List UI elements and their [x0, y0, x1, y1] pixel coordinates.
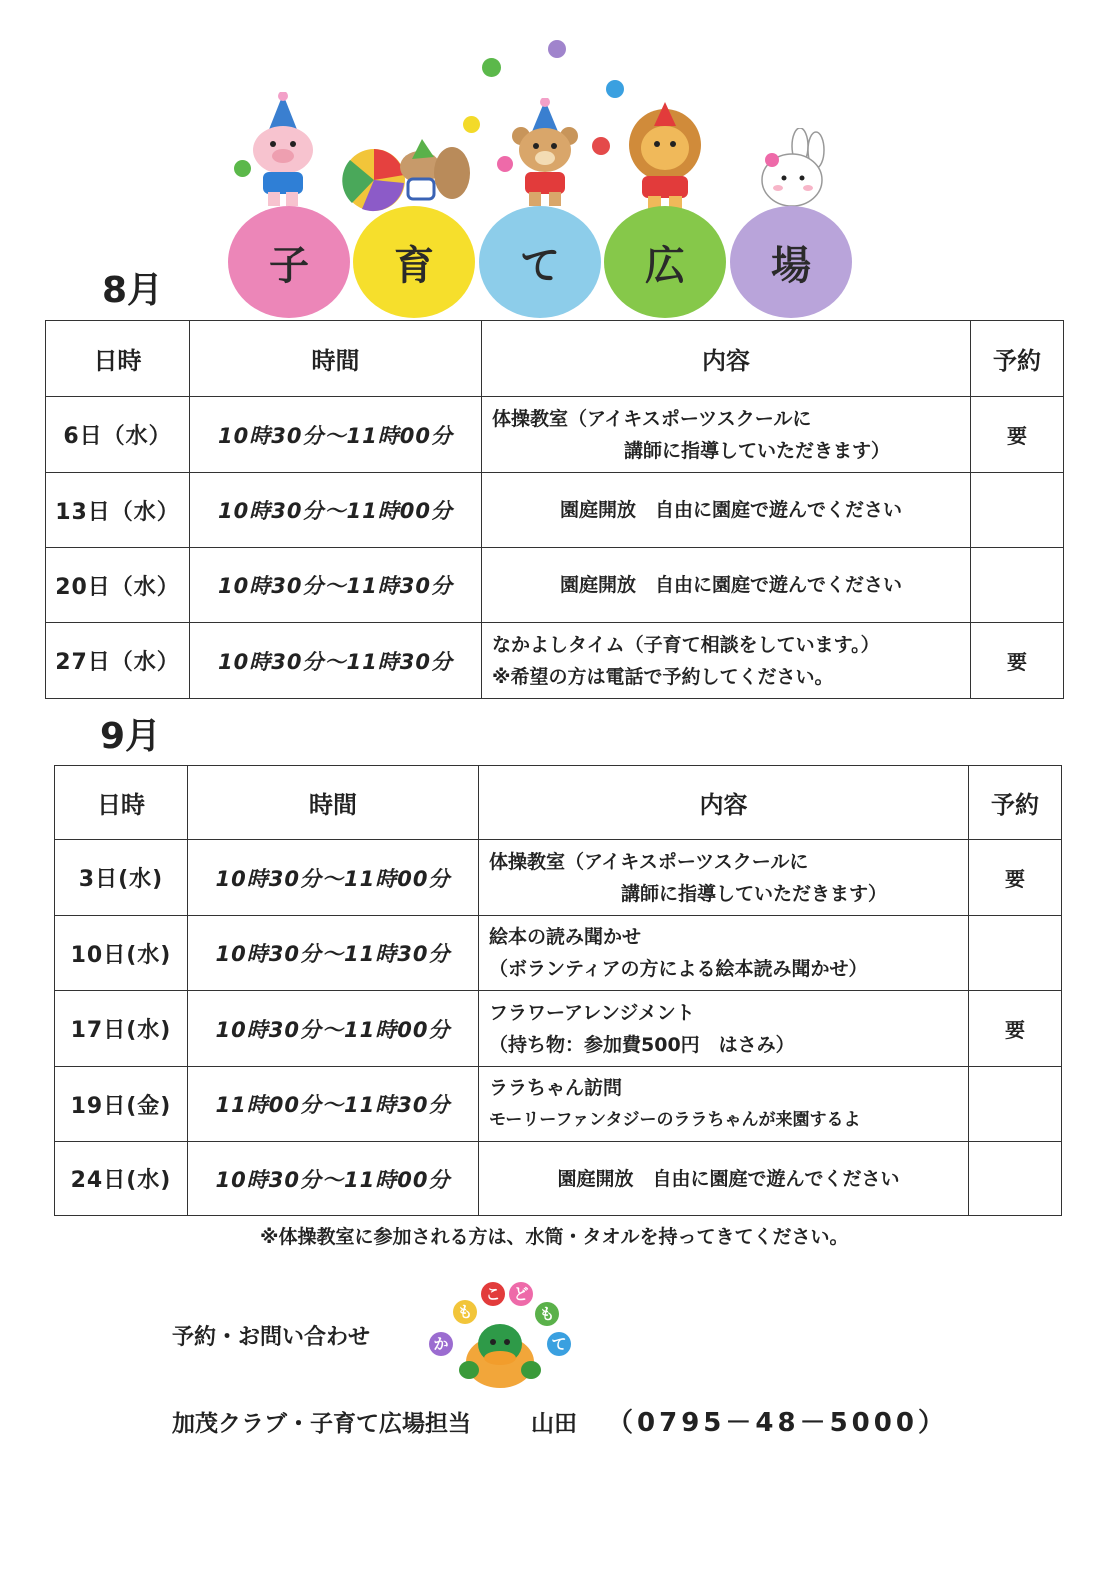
title-char-4: 広: [645, 242, 685, 289]
month-label-august: 8月: [102, 270, 164, 311]
row-date: 24日(水): [55, 1142, 188, 1216]
row-date: 19日(金): [55, 1067, 188, 1142]
content-line-1: なかよしタイム（子育て相談をしています。）: [492, 633, 880, 656]
note-text: ※体操教室に参加される方は、水筒・タオルを持ってきてください。: [260, 1226, 849, 1248]
content-line-1: 園庭開放 自由に園庭で遊んでください: [559, 574, 902, 596]
header-time: 時間: [188, 766, 479, 840]
title-char-5: 場: [771, 242, 811, 289]
row-content: [479, 840, 969, 916]
title-char-1: 子: [269, 242, 309, 289]
table-row: [55, 991, 1062, 1067]
content-line-1: 絵本の読み聞かせ: [489, 926, 642, 948]
juggle-ball-blue: [606, 80, 624, 98]
row-time: 10時30分～11時00分: [188, 1142, 479, 1216]
title-char-3: て: [520, 242, 560, 289]
header-content: 内容: [482, 321, 971, 397]
row-time: 11時00分～11時30分: [188, 1067, 479, 1142]
title-ball-2: [353, 206, 475, 318]
logo-letter: て: [547, 1332, 571, 1356]
row-time: 10時30分～11時00分: [188, 991, 479, 1067]
row-content: [482, 623, 971, 699]
september-schedule-table: [54, 765, 1062, 1216]
row-content: [479, 916, 969, 991]
logo-letter: か: [429, 1332, 453, 1356]
row-content: [479, 1067, 969, 1142]
row-reservation: [969, 916, 1062, 991]
month-label-september: 9月: [100, 716, 162, 757]
juggle-ball-yellow: [463, 116, 480, 133]
logo-letter: ど: [509, 1282, 533, 1306]
row-date: 17日(水): [55, 991, 188, 1067]
content-line-2: モーリーファンタジーのララちゃんが来園するよ: [489, 1110, 861, 1130]
content-line-1: 園庭開放 自由に園庭で遊んでください: [559, 499, 902, 521]
row-content: [479, 1142, 969, 1216]
contact-label: 予約・お問い合わせ: [172, 1325, 371, 1350]
content-line-2: 講師に指導していただきます）: [621, 882, 888, 905]
title-ball-4: [604, 206, 726, 318]
table-row: [46, 548, 1064, 623]
row-content: [482, 473, 971, 548]
header-content: 内容: [479, 766, 969, 840]
row-date: 10日(水): [55, 916, 188, 991]
table-row: [55, 840, 1062, 916]
row-date: 6日（水）: [46, 397, 190, 473]
content-line-1: フラワーアレンジメント: [489, 1001, 695, 1024]
row-date: 20日（水）: [46, 548, 190, 623]
title-ball-1: [228, 206, 350, 318]
content-line-2: （持ち物：参加費500円 はさみ）: [489, 1033, 795, 1056]
pig-illustration: [238, 92, 328, 212]
contact-person: 山田: [531, 1411, 578, 1437]
table-row: [46, 397, 1064, 473]
juggle-ball-red: [592, 137, 610, 155]
duck-icon: [455, 1312, 545, 1392]
row-time: 10時30分～11時30分: [188, 916, 479, 991]
title-ball-3: [479, 206, 601, 318]
logo-letter: も: [535, 1302, 559, 1326]
rabbit-illustration: [744, 128, 834, 216]
row-content: [479, 991, 969, 1067]
lion-illustration: [618, 100, 713, 218]
header-date: 日時: [46, 321, 190, 397]
juggle-ball-purple: [548, 40, 566, 58]
title-ball-5: [730, 206, 852, 318]
table-row: [46, 623, 1064, 699]
content-line-2: ※希望の方は電話で予約してください。: [492, 665, 834, 688]
content-line-1: 園庭開放 自由に園庭で遊んでください: [557, 1167, 900, 1190]
row-time: 10時30分～11時00分: [190, 397, 482, 473]
row-time: 10時30分～11時30分: [190, 623, 482, 699]
august-schedule-table: [45, 320, 1064, 699]
row-content: [482, 397, 971, 473]
content-line-1: ララちゃん訪問: [489, 1077, 623, 1099]
title-char-2: 育: [394, 242, 434, 289]
row-reservation: [971, 548, 1064, 623]
table-row: [55, 916, 1062, 991]
content-line-2: （ボランティアの方による絵本読み聞かせ）: [489, 958, 868, 980]
table-row: [46, 473, 1064, 548]
row-date: 27日（水）: [46, 623, 190, 699]
bear-illustration: [505, 98, 585, 213]
juggle-ball-green: [482, 58, 501, 77]
row-reservation: [971, 473, 1064, 548]
row-time: 10時30分～11時00分: [188, 840, 479, 916]
table-header-row: [46, 321, 1064, 397]
row-reservation: 要: [969, 840, 1062, 916]
row-reservation: [969, 1142, 1062, 1216]
contact-phone: （0795－48－5000）: [607, 1408, 948, 1438]
contact-org: 加茂クラブ・子育て広場担当: [172, 1411, 471, 1437]
row-content: [482, 548, 971, 623]
kamo-kodomoen-logo: [425, 1280, 575, 1395]
table-header-row: [55, 766, 1062, 840]
row-reservation: 要: [971, 397, 1064, 473]
content-line-2: 講師に指導していただきます）: [624, 439, 891, 462]
row-date: 13日（水）: [46, 473, 190, 548]
header-reservation: 予約: [971, 321, 1064, 397]
contact-line: [172, 1402, 948, 1439]
logo-letter: も: [453, 1300, 477, 1324]
content-line-1: 体操教室（アイキスポーツスクールに: [489, 850, 809, 873]
row-reservation: 要: [971, 623, 1064, 699]
row-time: 10時30分～11時00分: [190, 473, 482, 548]
header-time: 時間: [190, 321, 482, 397]
row-reservation: [969, 1067, 1062, 1142]
header-date: 日時: [55, 766, 188, 840]
logo-letter: こ: [481, 1282, 505, 1306]
content-line-1: 体操教室（アイキスポーツスクールに: [492, 407, 812, 430]
row-date: 3日(水): [55, 840, 188, 916]
table-row: [55, 1142, 1062, 1216]
header-reservation: 予約: [969, 766, 1062, 840]
row-time: 10時30分～11時30分: [190, 548, 482, 623]
row-reservation: 要: [969, 991, 1062, 1067]
table-row: [55, 1067, 1062, 1142]
beach-ball-squirrel-illustration: [342, 135, 472, 215]
